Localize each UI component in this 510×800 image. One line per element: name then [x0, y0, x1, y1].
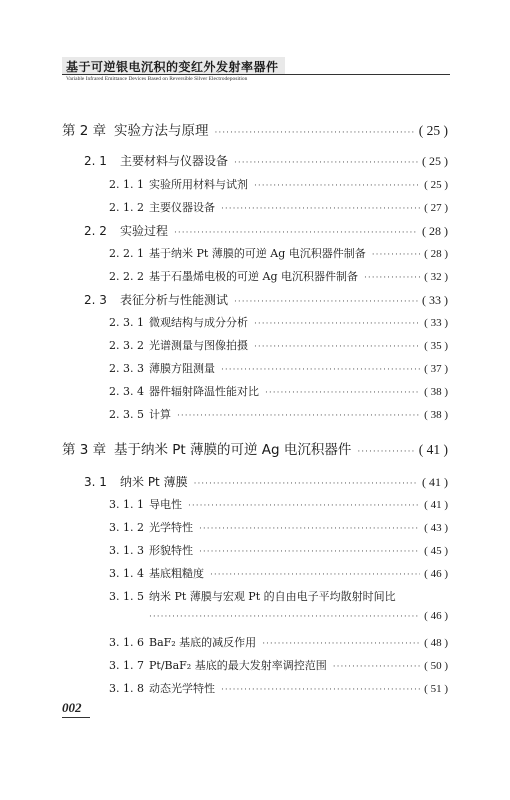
dot-leader [188, 501, 420, 511]
toc-subsection-3-1-5[interactable] [109, 588, 448, 604]
dot-leader [254, 342, 420, 352]
toc-title: 基底粗糙度 [149, 567, 204, 580]
toc-page: ( 46 ) [424, 610, 448, 622]
toc-number: 2. 1. 2 [109, 201, 144, 214]
toc-number: 3. 1. 2 [109, 521, 144, 534]
toc-page: ( 50 ) [424, 660, 448, 672]
dot-leader [333, 662, 420, 672]
dot-leader [199, 524, 420, 534]
toc-page: ( 43 ) [424, 522, 448, 534]
dot-leader [234, 297, 418, 307]
toc-number: 2. 1 [84, 154, 107, 168]
toc-number: 2. 3 [84, 293, 107, 307]
toc-title: 纳米 Pt 薄膜 [120, 475, 188, 489]
toc-title: 薄膜方阻测量 [149, 362, 215, 375]
toc-page: ( 28 ) [424, 248, 448, 260]
toc-subsection-3-1-7[interactable] [109, 657, 448, 673]
dot-leader [221, 685, 420, 695]
toc-title: 导电性 [149, 498, 182, 511]
toc-page: ( 27 ) [424, 202, 448, 214]
toc-title: 器件辐射降温性能对比 [149, 385, 259, 398]
toc-number: 2. 3. 2 [109, 339, 144, 352]
toc-title: BaF₂ 基底的减反作用 [149, 636, 257, 649]
toc-page: ( 33 ) [424, 317, 448, 329]
toc-title: 光谱测量与图像拍摄 [149, 339, 248, 352]
toc-subsection-3-1-6[interactable] [109, 634, 448, 650]
toc-number: 2. 3. 3 [109, 362, 144, 375]
dot-leader [357, 447, 414, 457]
toc-page: ( 51 ) [424, 683, 448, 695]
toc-title: 主要仪器设备 [149, 201, 215, 214]
toc-title: 基于纳米 Pt 薄膜的可逆 Ag 电沉积器件制备 [149, 247, 366, 260]
toc-number: 3. 1. 4 [109, 567, 144, 580]
toc-title: Pt/BaF₂ 基底的最大发射率调控范围 [149, 659, 327, 672]
toc-page: ( 25 ) [418, 123, 448, 138]
book-subtitle: Variable Infrared Emittance Devices Based on Reversible Silver Electrodeposition [66, 76, 248, 82]
toc-number: 3. 1 [84, 475, 107, 489]
toc-number: 3. 1. 3 [109, 544, 144, 557]
toc-title: 实验方法与原理 [114, 123, 209, 139]
toc-number: 2. 2 [84, 224, 107, 238]
toc-title: 实验所用材料与试剂 [149, 178, 248, 191]
toc-subsection-2-3-3[interactable] [109, 360, 448, 376]
toc-number: 3. 1. 8 [109, 682, 144, 695]
dot-leader [174, 228, 418, 238]
toc-number: 3. 1. 5 [109, 590, 144, 603]
dot-leader [215, 128, 415, 138]
toc-section-3-1[interactable] [84, 473, 448, 490]
toc-subsection-2-3-2[interactable] [109, 337, 448, 353]
toc-page: ( 45 ) [424, 545, 448, 557]
toc-title: 基于石墨烯电极的可逆 Ag 电沉积器件制备 [149, 270, 358, 283]
toc-number: 2. 2. 2 [109, 270, 144, 283]
toc-number: 3. 1. 7 [109, 659, 144, 672]
dot-leader [194, 479, 418, 489]
toc-section-2-1[interactable] [84, 152, 448, 169]
toc-subsection-3-1-8[interactable] [109, 680, 448, 696]
toc-subsection-2-1-1[interactable] [109, 176, 448, 192]
toc-page: ( 37 ) [424, 363, 448, 375]
dot-leader [221, 204, 420, 214]
dot-leader [262, 639, 420, 649]
toc-page: ( 25 ) [424, 179, 448, 191]
toc-subsection-2-1-2[interactable] [109, 199, 448, 215]
toc-page: ( 38 ) [424, 409, 448, 421]
toc-subsection-2-3-1[interactable] [109, 314, 448, 330]
toc-page: ( 32 ) [424, 271, 448, 283]
dot-leader [177, 411, 420, 421]
toc-section-2-3[interactable] [84, 291, 448, 308]
toc-number: 2. 3. 5 [109, 408, 144, 421]
toc-number: 2. 3. 1 [109, 316, 144, 329]
dot-leader [210, 570, 420, 580]
toc-title: 形貌特性 [149, 544, 193, 557]
toc-subsection-3-1-4[interactable] [109, 565, 448, 581]
dot-leader [364, 273, 420, 283]
toc-subsection-3-1-2[interactable] [109, 519, 448, 535]
book-title: 基于可逆银电沉积的变红外发射率器件 [62, 57, 285, 75]
toc-number: 第 2 章 [62, 123, 107, 139]
dot-leader [149, 612, 420, 622]
dot-leader [199, 547, 420, 557]
toc-page: ( 38 ) [424, 386, 448, 398]
toc-page: ( 25 ) [422, 154, 448, 168]
toc-chapter-3[interactable] [62, 438, 448, 458]
toc-page: ( 48 ) [424, 637, 448, 649]
toc-number: 第 3 章 [62, 442, 107, 458]
toc-subsection-3-1-5-continuation [149, 610, 448, 622]
toc-page: ( 33 ) [422, 293, 448, 307]
toc-title: 表征分析与性能测试 [120, 293, 229, 307]
dot-leader [372, 250, 420, 260]
toc-number: 3. 1. 6 [109, 636, 144, 649]
toc-title: 主要材料与仪器设备 [120, 154, 229, 168]
toc-number: 2. 3. 4 [109, 385, 144, 398]
toc-title: 计算 [149, 408, 171, 421]
dot-leader [265, 388, 420, 398]
toc-title: 纳米 Pt 薄膜与宏观 Pt 的自由电子平均散射时间比 [149, 590, 396, 603]
page-number: 002 [62, 700, 82, 715]
dot-leader [221, 365, 420, 375]
toc-title: 基于纳米 Pt 薄膜的可逆 Ag 电沉积器件 [114, 442, 352, 458]
toc-subsection-2-2-2[interactable] [109, 268, 448, 284]
dot-leader [234, 158, 418, 168]
toc-page: ( 35 ) [424, 340, 448, 352]
toc-subsection-3-1-1[interactable] [109, 496, 448, 512]
toc-subsection-2-2-1[interactable] [109, 245, 448, 261]
toc-subsection-3-1-3[interactable] [109, 542, 448, 558]
toc-title: 实验过程 [120, 224, 169, 238]
toc-title: 动态光学特性 [149, 682, 215, 695]
toc-chapter-2[interactable] [62, 119, 448, 139]
page-number-rule [62, 717, 90, 718]
toc-page: ( 41 ) [424, 499, 448, 511]
toc-page: ( 28 ) [422, 224, 448, 238]
toc-title: 微观结构与成分分析 [149, 316, 248, 329]
toc-number: 2. 1. 1 [109, 178, 144, 191]
toc-section-2-2[interactable] [84, 222, 448, 239]
toc-page: ( 41 ) [418, 442, 448, 457]
toc-subsection-2-3-5[interactable] [109, 406, 448, 422]
toc-subsection-2-3-4[interactable] [109, 383, 448, 399]
toc-title: 光学特性 [149, 521, 193, 534]
toc-page: ( 41 ) [422, 475, 448, 489]
toc-number: 3. 1. 1 [109, 498, 144, 511]
toc-page: ( 46 ) [424, 568, 448, 580]
dot-leader [254, 319, 420, 329]
toc-number: 2. 2. 1 [109, 247, 144, 260]
dot-leader [254, 181, 420, 191]
